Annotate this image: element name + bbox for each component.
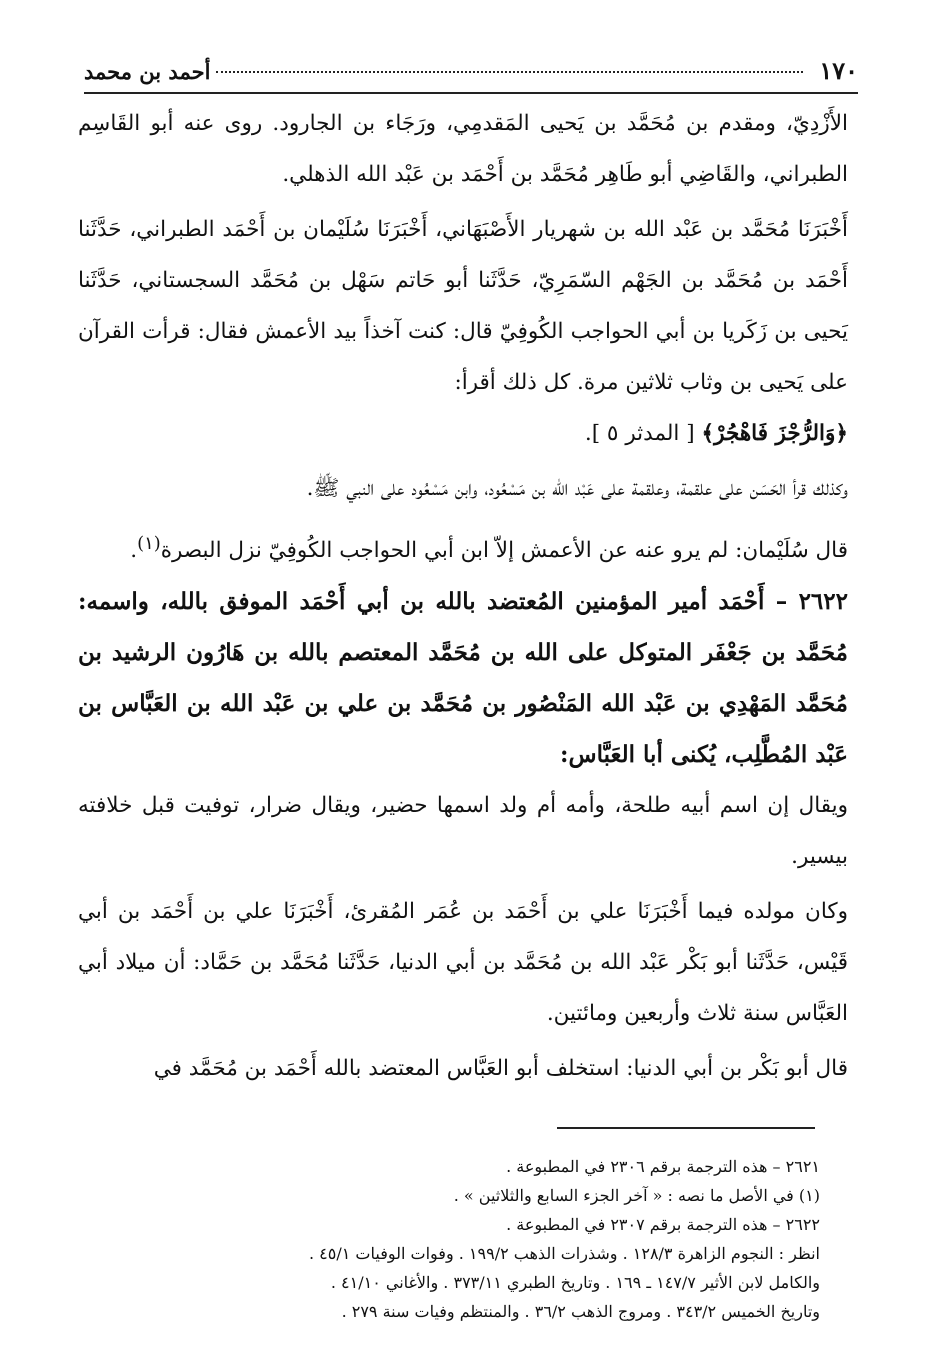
footnote-line: انظر : النجوم الزاهرة ١٢٨/٣ . وشذرات الذهب ١٩٩/٢ . وفوات الوفيات ٤٥/١ . (309, 1244, 820, 1263)
footnote-line: ٢٦٢٢ – هذه الترجمة برقم ٢٣٠٧ في المطبوعة . (506, 1215, 820, 1234)
page-header (84, 56, 858, 86)
paragraph-text: أَخْبَرَنَا مُحَمَّد بن عَبْد الله بن شهريار الأَصْبَهَاني، أَخْبَرَنَا سُلَيْمان بن أَحْمَد الطبراني، حَدَّثَنا أَحْمَد بن مُحَمَّد بن الجَهْم السّمَرِيّ، حَدَّثَنا أبو حَاتم سَهْل بن مُحَمَّد السجستاني، حَدَّثَنا يَحيى بن زَكَريا بن أبي الحواجب الكُوفِيّ قال: كنت آخذاً بيد الأعمش فقال: قرأت القرآن على يَحيى بن وثاب ثلاثين مرة. كل ذلك أقرأ: (78, 217, 848, 395)
paragraph (78, 204, 848, 459)
verse-reference: [ المدثر ٥ ]. (584, 421, 695, 446)
paragraph-text: قال سُلَيْمان: لم يرو عنه عن الأعمش إلاّ ابن أبي الحواجب الكُوفِيّ نزل البصرة (160, 538, 848, 564)
paragraph: قال سُلَيْمان: لم يرو عنه عن الأعمش إلاّ ابن أبي الحواجب الكُوفِيّ نزل البصرة$^{(١)}$. (130, 533, 848, 564)
footnotes (70, 1152, 820, 1326)
page-number: ١٧٠ (819, 56, 858, 85)
footnote-marker: (١) (137, 533, 161, 554)
footnote-separator (557, 1127, 815, 1129)
paragraph: قال أبو بَكْر بن أبي الدنيا: استخلف أبو العَبَّاس المعتضد بالله أَحْمَد بن مُحَمَّد في (153, 1056, 848, 1082)
running-title: أحمد بن محمد (84, 59, 211, 84)
quran-verse: ﴿وَالرُّجْزَ فَاهْجُرْ﴾ (701, 421, 848, 446)
footnote-line: والكامل لابن الأثير ١٤٧/٧ ـ ١٦٩ . وتاريخ الطبري ٣٧٣/١١ . والأغاني ٤١/١٠ . (330, 1273, 820, 1292)
paragraph: وكان مولده فيما أَخْبَرَنَا علي بن أَحْمَد بن عُمَر المُقرئ، أَخْبَرَنَا علي بن أَحْمَد بن أبي قَيْس، حَدَّثَنا أبو بَكْر عَبْد الله بن مُحَمَّد بن أبي الدنيا، حَدَّثَنا مُحَمَّد بن حَمَّاد: أن ميلاد أبي العَبَّاس سنة ثلاث وأربعين ومائتين. (78, 899, 848, 1027)
header-leader-dots (216, 71, 803, 73)
header-rule (84, 92, 858, 94)
footnote-line: ٢٦٢١ – هذه الترجمة برقم ٢٣٠٦ في المطبوعة . (506, 1157, 820, 1176)
footnote-line: وتاريخ الخميس ٣٤٣/٢ . ومروج الذهب ٣٦/٢ . والمنتظم وفيات سنة ٢٧٩ . (341, 1302, 820, 1321)
paragraph: ويقال إن اسم أبيه طلحة، وأمه أم ولد اسمها حضير، ويقال ضرار، توفيت قبل خلافته بيسير. (78, 793, 848, 870)
entry-heading: ٢٦٢٢ – أَحْمَد أمير المؤمنين المُعتضد بالله بن أبي أَحْمَد الموفق بالله، واسمه: مُحَمَّد بن جَعْفَر المتوكل على الله بن مُحَمَّد المعتصم بالله بن هَارُون الرشيد بن مُحَمَّد المَهْدِي بن عَبْد الله المَنْصُور بن مُحَمَّد بن علي بن عَبْد الله بن العَبَّاس بن عَبْد المُطَّلِب، يُكنى أبا العَبَّاس: (78, 588, 848, 769)
footnote-line: (١) في الأصل ما نصه : « آخر الجزء السابع والثلاثين » . (453, 1186, 820, 1205)
paragraph: وكذلك قرأ الحَسَن على علقمة، وعلقمة على عَبْد الله بن مَسْعُود، وابن مَسْعُود على النبي ﷺ. (306, 476, 848, 501)
main-text (78, 98, 848, 1094)
paragraph: الأَزْدِيّ، ومقدم بن مُحَمَّد بن يَحيى المَقدمِي، ورَجَاء بن الجارود. روى عنه أبو القَاسِم الطبراني، والقَاضِي أبو طَاهِر مُحَمَّد بن أَحْمَد بن عَبْد الله الذهلي. (78, 111, 848, 187)
